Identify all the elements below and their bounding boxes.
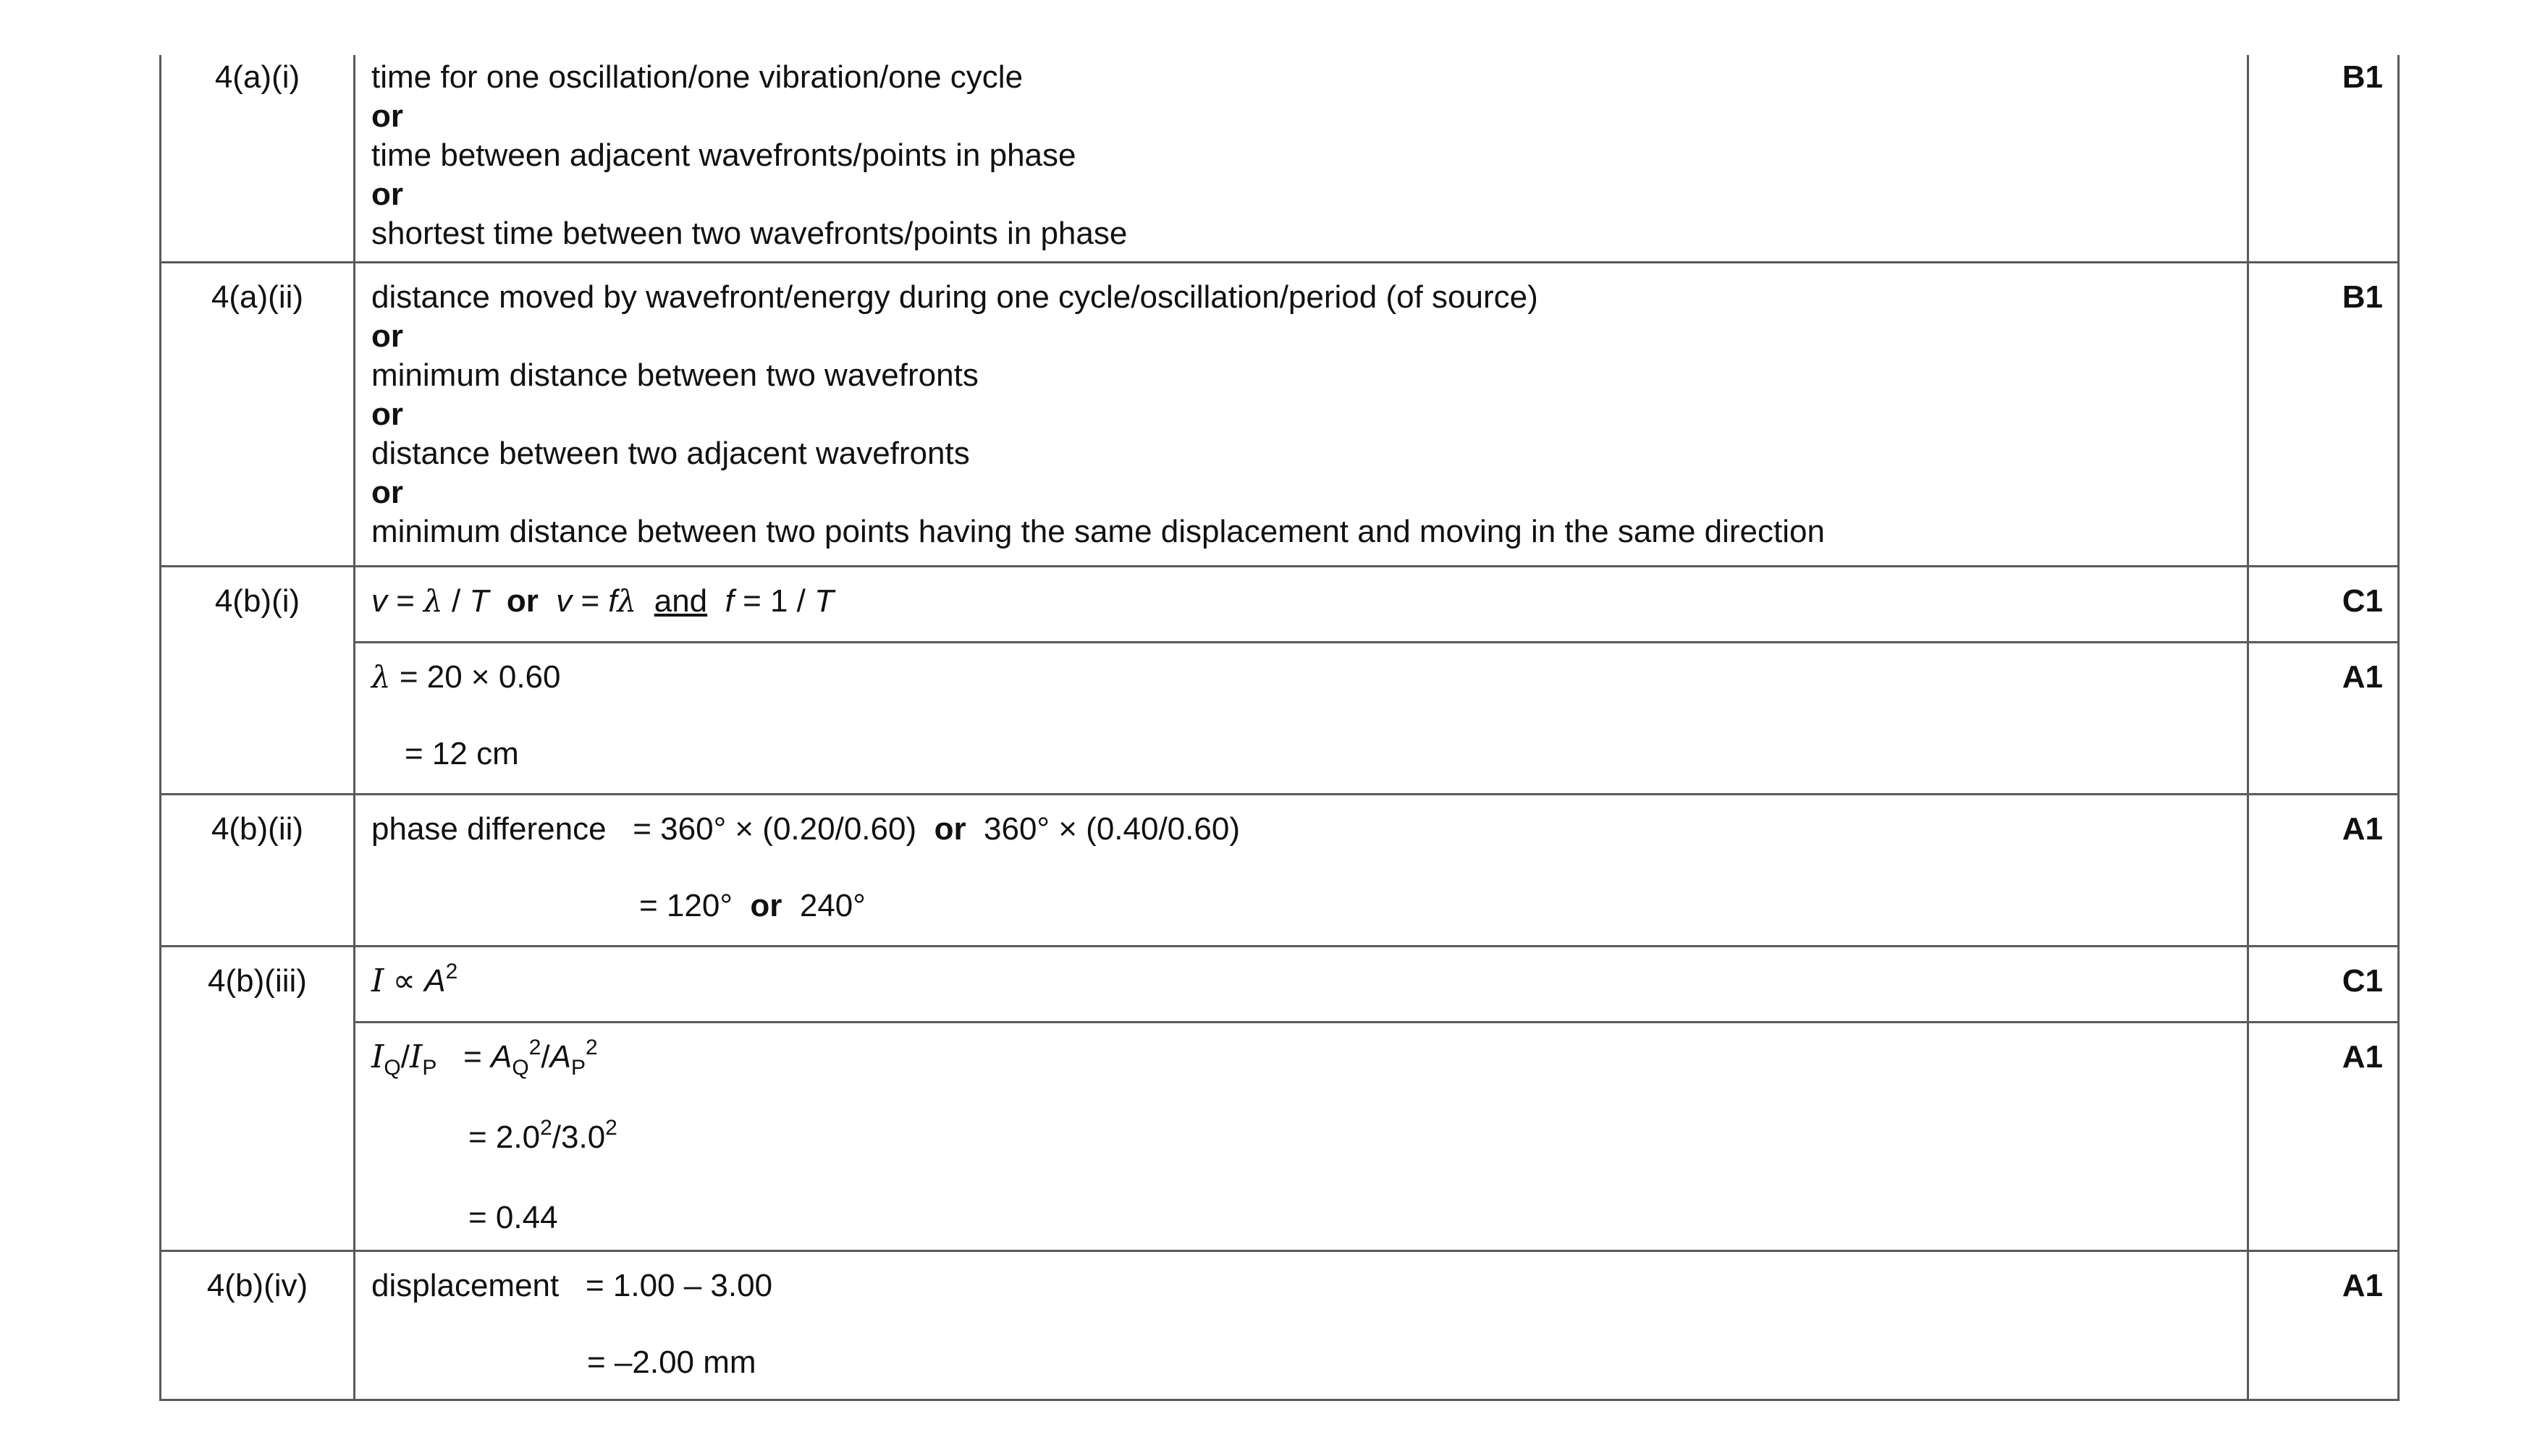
formula-line: phase difference = 360° × (0.20/0.60) or 360° × (0.40/0.60) <box>371 810 1240 847</box>
row-4bii <box>161 794 2399 946</box>
question-cell: 4(b)(ii) <box>161 794 355 946</box>
row-4biv <box>161 1250 2399 1400</box>
formula-line: displacement = 1.00 – 3.00 <box>371 1267 773 1303</box>
answer-cell <box>355 642 2248 794</box>
answer-line: distance between two adjacent wavefronts <box>371 435 970 471</box>
answer-cell <box>355 946 2248 1022</box>
row-4biii-b <box>161 1022 2399 1250</box>
answer-cell <box>355 1022 2248 1250</box>
question-cell: 4(b)(iv) <box>161 1250 355 1400</box>
row-4biii-a <box>161 946 2399 1022</box>
row-4ai <box>161 55 2399 262</box>
formula-line: = 12 cm <box>405 735 519 771</box>
mark-cell: A1 <box>2248 794 2399 946</box>
answer-cell <box>355 1250 2248 1400</box>
mark-cell: C1 <box>2248 566 2399 642</box>
formula-line: v = λ / T or v = fλ and f = 1 / T <box>371 583 835 619</box>
or-connector: or <box>371 318 403 354</box>
or-connector: or <box>371 177 403 212</box>
mark-cell: A1 <box>2248 642 2399 794</box>
mark-cell: B1 <box>2248 55 2399 262</box>
row-4bi-a <box>161 566 2399 642</box>
question-cell: 4(a)(i) <box>161 55 355 262</box>
answer-line: time between adjacent wavefronts/points in phase <box>371 137 1076 173</box>
or-connector: or <box>371 474 403 510</box>
question-cell: 4(b)(iii) <box>161 946 355 1250</box>
formula-line: = $2.0^2/3.0^2$ <box>468 1115 617 1155</box>
mark-cell: A1 <box>2248 1022 2399 1250</box>
question-cell: 4(a)(ii) <box>161 262 355 566</box>
or-connector: or <box>371 396 403 432</box>
formula-line: λ = 20 × 0.60 <box>371 659 561 695</box>
answer-cell <box>355 566 2248 642</box>
formula-line: $I \propto A^2$ <box>371 959 458 999</box>
answer-cell <box>355 55 2248 262</box>
answer-line: time for one oscillation/one vibration/one cycle <box>371 59 1024 95</box>
answer-line: minimum distance between two points having the same displacement and moving in the same direction <box>371 513 1825 549</box>
question-cell: 4(b)(i) <box>161 566 355 794</box>
answer-line: shortest time between two wavefronts/points in phase <box>371 216 1128 251</box>
row-4aii <box>161 262 2399 566</box>
row-4bi-b <box>161 642 2399 794</box>
formula-line: = –2.00 mm <box>587 1344 756 1380</box>
formula-line: = 120° or 240° <box>639 887 866 923</box>
formula-line: = 0.44 <box>468 1199 558 1235</box>
mark-cell: A1 <box>2248 1250 2399 1400</box>
mark-scheme-table <box>159 55 2400 1401</box>
mark-cell: B1 <box>2248 262 2399 566</box>
or-connector: or <box>371 98 403 134</box>
answer-cell <box>355 262 2248 566</box>
answer-line: distance moved by wavefront/energy during one cycle/oscillation/period (of source) <box>371 279 1538 315</box>
formula-line: $I_Q/I_P$ = $A_Q^2/A_P^2$ <box>371 1035 598 1080</box>
mark-cell: C1 <box>2248 946 2399 1022</box>
answer-cell <box>355 794 2248 946</box>
answer-line: minimum distance between two wavefronts <box>371 357 979 393</box>
